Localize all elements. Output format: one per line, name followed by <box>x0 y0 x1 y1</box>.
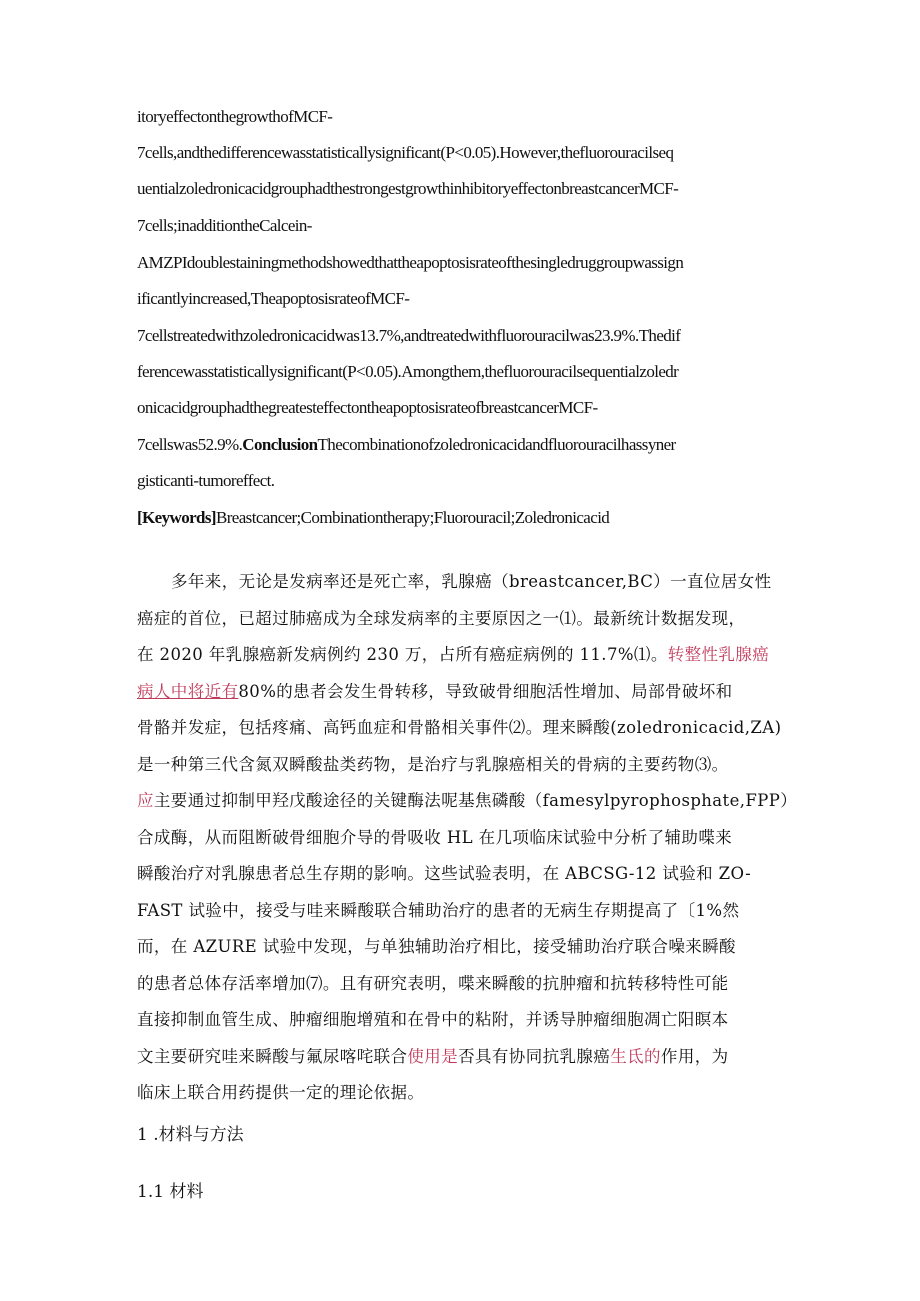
conclusion-tail: gisticanti-tumoreffect. <box>137 471 275 490</box>
body-line: 癌症的首位，已超过肺癌成为全球发病率的主要原因之一⑴。最新统计数据发现， <box>137 609 746 628</box>
revision-text: 生氐的 <box>610 1047 661 1066</box>
body-text: 否具有协同抗乳腺癌 <box>458 1047 611 1066</box>
abstract-line: 7cells,andthedifferencewasstatisticallysignificant(P<0.05).However,thefluorouracilseq <box>137 143 674 162</box>
conclusion-line <box>137 435 676 455</box>
body-line <box>137 644 797 666</box>
body-line <box>137 790 797 812</box>
body-text: 文主要研究哇来瞬酸与氟尿喀咤联合 <box>137 1047 408 1066</box>
body-line: 是一种第三代含氮双瞬酸盐类药物，是治疗与乳腺癌相关的骨病的主要药物⑶。 <box>137 755 729 774</box>
abstract-line: 7cellstreatedwithzoledronicacidwas13.7%,andtreatedwithfluorouracilwas23.9%.Thedif <box>137 326 681 345</box>
body-line: 合成酶，从而阻断破骨细胞介导的骨吸收 HL 在几项临床试验中分析了辅助喋来 <box>137 828 733 847</box>
keywords-text: Breastcancer;Combinationtherapy;Fluorouracil;Zoledronicacid <box>215 508 610 527</box>
body-line <box>137 681 797 703</box>
keywords-line <box>137 508 609 528</box>
revision-text: 应 <box>137 791 154 810</box>
keywords-label: [Keywords] <box>137 508 216 527</box>
abstract-line: ificantlyincreased,TheapoptosisrateofMCF- <box>137 289 410 308</box>
subsection-heading: 1.1 材料 <box>137 1182 204 1202</box>
body-line: 骨骼并发症，包括疼痛、高钙血症和骨骼相关事件⑵。理来瞬酸(zoledronicacid,ZA) <box>137 718 782 737</box>
revision-text: 病人中将近有 <box>137 682 239 701</box>
body-text: 作用，为 <box>660 1047 729 1066</box>
abstract-line: uentialzoledronicacidgrouphadthestrongestgrowthinhibitoryeffectonbreastcancerMCF- <box>137 179 679 198</box>
body-line: 的患者总体存活率增加⑺。且有研究表明，喋来瞬酸的抗肿瘤和抗转移特性可能 <box>137 974 729 993</box>
abstract-line: AMZPIdoublestainingmethodshowedthattheapoptosisrateofthesingledruggroupwassign <box>137 253 684 272</box>
body-text: 80%的患者会发生骨转移，导致破骨细胞活性增加、局部骨破坏和 <box>238 682 733 701</box>
body-text: 在 2020 年乳腺癌新发病例约 230 万，占所有癌症病例的 11.7%⑴。 <box>137 645 668 664</box>
section-heading: 1 .材料与方法 <box>137 1125 244 1145</box>
abstract-line: ferencewasstatisticallysignificant(P<0.05).Amongthem,thefluorouracilsequentialzoledr <box>137 362 679 381</box>
revision-text: 使用是 <box>407 1047 459 1066</box>
revision-text: 转整性乳腺癌 <box>667 645 770 664</box>
conclusion-label: Conclusion <box>242 435 318 454</box>
body-line: FAST 试验中，接受与哇来瞬酸联合辅助治疗的患者的无病生存期提高了〔1%然 <box>137 901 740 920</box>
body-line: 临床上联合用药提供一定的理论依据。 <box>137 1083 425 1102</box>
body-text: 主要通过抑制甲羟戊酸途径的关键酶法呢基焦磷酸（famesylpyrophosphate,FPP） <box>153 791 798 810</box>
body-line: 瞬酸治疗对乳腺患者总生存期的影响。这些试验表明，在 ABCSG-12 试验和 ZO- <box>137 864 752 883</box>
body-line: 直接抑制血管生成、肿瘤细胞增殖和在骨中的粘附，并诱导肿瘤细胞凋亡阳瞑本 <box>137 1010 729 1029</box>
body-line: 多年来，无论是发病率还是死亡率，乳腺癌（breastcancer,BC）一直位居女性 <box>171 572 772 591</box>
conclusion-prefix: 7cellswas52.9%. <box>137 435 243 454</box>
body-line <box>137 1046 797 1068</box>
conclusion-text: Thecombinationofzoledronicacidandfluorouracilhassyner <box>317 435 676 454</box>
abstract-line: onicacidgrouphadthegreatesteffectontheapoptosisrateofbreastcancerMCF- <box>137 398 598 417</box>
abstract-line: 7cells;inadditiontheCalcein- <box>137 216 312 235</box>
abstract-line: itoryeffectonthegrowthofMCF- <box>137 107 333 126</box>
body-line: 而，在 AZURE 试验中发现，与单独辅助治疗相比，接受辅助治疗联合噪来瞬酸 <box>137 937 736 956</box>
